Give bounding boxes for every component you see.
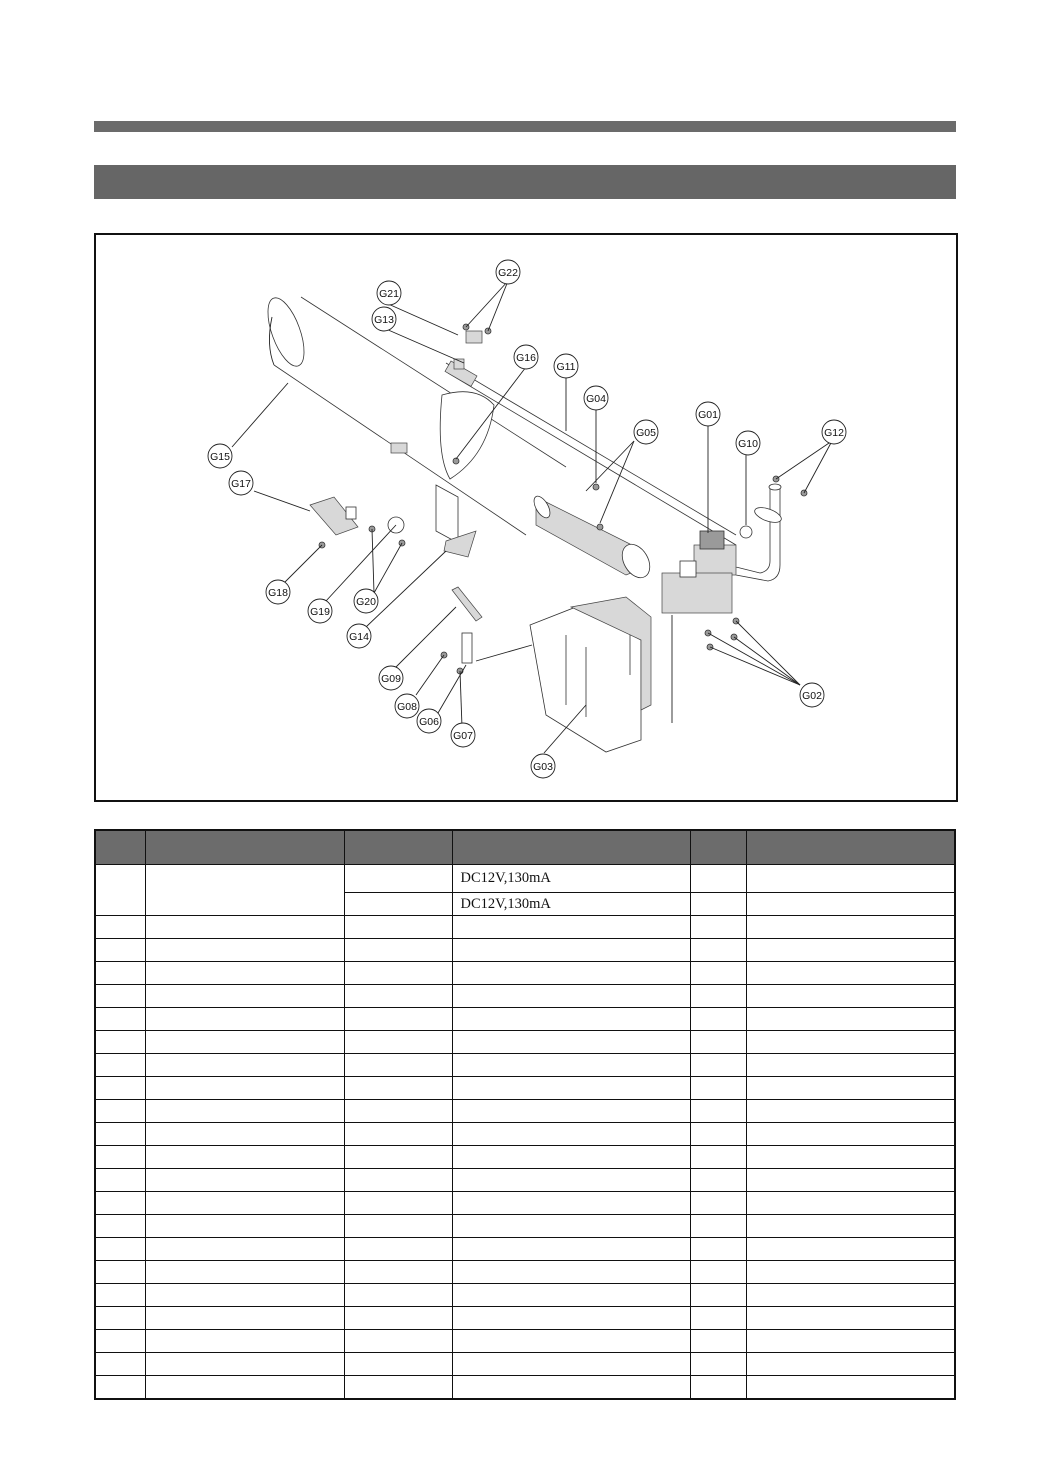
callout-G18 bbox=[266, 580, 290, 604]
table-row bbox=[95, 1169, 955, 1192]
svg-text:G12: G12 bbox=[824, 427, 844, 439]
section-title-bar bbox=[94, 165, 956, 199]
callout-G20 bbox=[354, 589, 378, 613]
gas-valve bbox=[662, 531, 736, 723]
table-row bbox=[95, 962, 955, 985]
svg-text:G06: G06 bbox=[419, 716, 439, 728]
table-row bbox=[95, 1123, 955, 1146]
burner-housing bbox=[530, 597, 651, 752]
callout-G15 bbox=[208, 444, 232, 468]
table-row bbox=[95, 1376, 955, 1400]
overheat-sensor bbox=[310, 443, 407, 535]
callout-G07 bbox=[451, 723, 475, 747]
callout-G09 bbox=[379, 666, 403, 690]
svg-text:G21: G21 bbox=[379, 288, 399, 300]
callout-G04 bbox=[584, 386, 608, 410]
callout-G02 bbox=[800, 683, 824, 707]
svg-text:G17: G17 bbox=[231, 478, 251, 490]
tube-clips bbox=[454, 331, 482, 369]
diagram-drawing bbox=[96, 235, 956, 800]
table-row bbox=[95, 1330, 955, 1353]
callout-G12 bbox=[822, 420, 846, 444]
burner bbox=[531, 494, 656, 583]
spec-value: DC12V,130mA bbox=[452, 892, 690, 915]
parts-list-table bbox=[94, 829, 956, 1400]
table-row bbox=[95, 1353, 955, 1376]
callout-G01 bbox=[696, 402, 720, 426]
svg-text:G14: G14 bbox=[349, 631, 369, 643]
svg-text:G09: G09 bbox=[381, 673, 401, 685]
table-row bbox=[95, 1307, 955, 1330]
table-row bbox=[95, 1215, 955, 1238]
table-row bbox=[95, 1192, 955, 1215]
svg-text:G10: G10 bbox=[738, 438, 758, 450]
svg-text:G13: G13 bbox=[374, 314, 394, 326]
callout-G16 bbox=[514, 345, 538, 369]
table-row bbox=[95, 1054, 955, 1077]
outer-tube bbox=[261, 293, 566, 535]
table-row bbox=[95, 916, 955, 939]
svg-text:G11: G11 bbox=[556, 361, 576, 373]
callout-G14 bbox=[347, 624, 371, 648]
svg-text:G03: G03 bbox=[533, 761, 553, 773]
svg-text:G15: G15 bbox=[210, 451, 230, 463]
table-row bbox=[95, 939, 955, 962]
svg-text:G18: G18 bbox=[268, 587, 288, 599]
table-row bbox=[95, 1077, 955, 1100]
table-row bbox=[95, 1031, 955, 1054]
svg-text:G05: G05 bbox=[636, 427, 656, 439]
table-row bbox=[95, 1100, 955, 1123]
table-row bbox=[95, 1008, 955, 1031]
exploded-parts-diagram bbox=[94, 233, 958, 802]
table-row bbox=[95, 1238, 955, 1261]
spec-value: DC12V,130mA bbox=[452, 865, 690, 893]
svg-text:G04: G04 bbox=[586, 393, 606, 405]
callout-G11 bbox=[554, 354, 578, 378]
table-row bbox=[95, 1261, 955, 1284]
svg-text:G16: G16 bbox=[516, 352, 536, 364]
callout-G22 bbox=[496, 260, 520, 284]
elbow-pipe bbox=[736, 484, 783, 581]
callout-G05 bbox=[634, 420, 658, 444]
callout-G06 bbox=[417, 709, 441, 733]
callout-G03 bbox=[531, 754, 555, 778]
svg-text:G22: G22 bbox=[498, 267, 518, 279]
svg-text:G02: G02 bbox=[802, 690, 822, 702]
svg-text:G08: G08 bbox=[397, 701, 417, 713]
svg-text:G19: G19 bbox=[310, 606, 330, 618]
table-row bbox=[95, 985, 955, 1008]
callout-G21 bbox=[377, 281, 401, 305]
table-header-row bbox=[95, 830, 955, 865]
igniter-electrode bbox=[452, 587, 482, 663]
table-row bbox=[95, 1146, 955, 1169]
callout-G19 bbox=[308, 599, 332, 623]
sensor-bracket bbox=[436, 392, 494, 557]
callout-G17 bbox=[229, 471, 253, 495]
callout-G10 bbox=[736, 431, 760, 455]
table-row bbox=[95, 1284, 955, 1307]
header-rule-bar bbox=[94, 121, 956, 132]
svg-text:G07: G07 bbox=[453, 730, 473, 742]
table-row bbox=[95, 865, 955, 893]
callout-G08 bbox=[395, 694, 419, 718]
callout-G13 bbox=[372, 307, 396, 331]
svg-text:G01: G01 bbox=[698, 409, 718, 421]
svg-text:G20: G20 bbox=[356, 596, 376, 608]
